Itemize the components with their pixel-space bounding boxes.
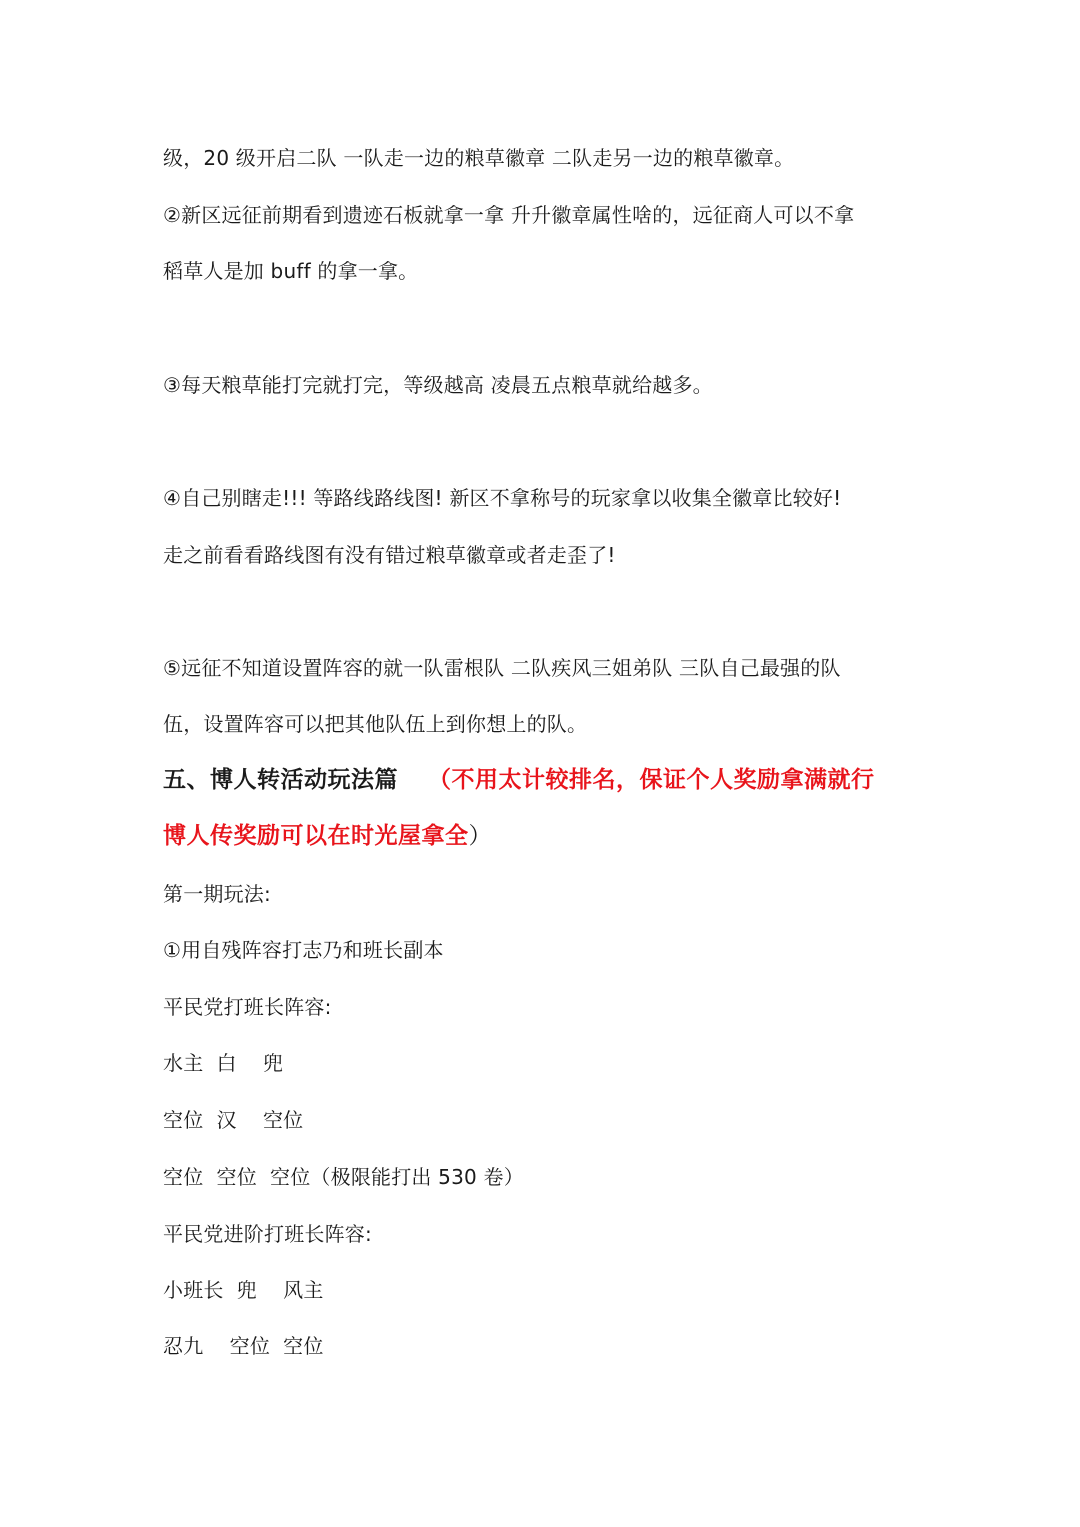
paragraph-line: ④自己别瞎走!!! 等路线路线图! 新区不拿称号的玩家拿以收集全徽章比较好! [163,486,842,510]
phase-label: 第一期玩法: [163,882,271,906]
section-heading [163,766,933,794]
lineup-row: 小班长 兜 风主 [163,1278,324,1302]
section-note-line1: 不用太计较排名，保证个人奖励拿满就行 [451,767,875,793]
paragraph-line: 稻草人是加 buff 的拿一拿。 [163,259,419,283]
paragraph-line: ③每天粮草能打完就打完，等级越高 凌晨五点粮草就给越多。 [163,373,713,397]
paragraph-line: ②新区远征前期看到遗迹石板就拿一拿 升升徽章属性啥的，远征商人可以不拿 [163,203,855,227]
section-note-close-paren: ） [468,823,492,849]
paragraph-line: 伍，设置阵容可以把其他队伍上到你想上的队。 [163,712,588,736]
lineup-row: 空位 汉 空位 [163,1108,304,1132]
lineup-label: 平民党进阶打班长阵容: [163,1222,372,1246]
section-note-line2: 博人传奖励可以在时光屋拿全 [163,823,469,849]
section-note-open-paren: （ [428,767,452,793]
lineup-row: 空位 空位 空位（极限能打出 530 卷） [163,1165,524,1189]
lineup-row: 忍九 空位 空位 [163,1334,324,1358]
section-heading-continued [163,822,933,850]
phase-item: ①用自残阵容打志乃和班长副本 [163,938,444,962]
section-title: 五、博人转活动玩法篇 [163,767,398,793]
paragraph-line: ⑤远征不知道设置阵容的就一队雷根队 二队疾风三姐弟队 三队自己最强的队 [163,656,841,680]
lineup-label: 平民党打班长阵容: [163,995,332,1019]
paragraph-line: 走之前看看路线图有没有错过粮草徽章或者走歪了! [163,543,616,567]
paragraph-line: 级，20 级开启二队 一队走一边的粮草徽章 二队走另一边的粮草徽章。 [163,146,795,170]
lineup-row: 水主 白 兜 [163,1051,284,1075]
